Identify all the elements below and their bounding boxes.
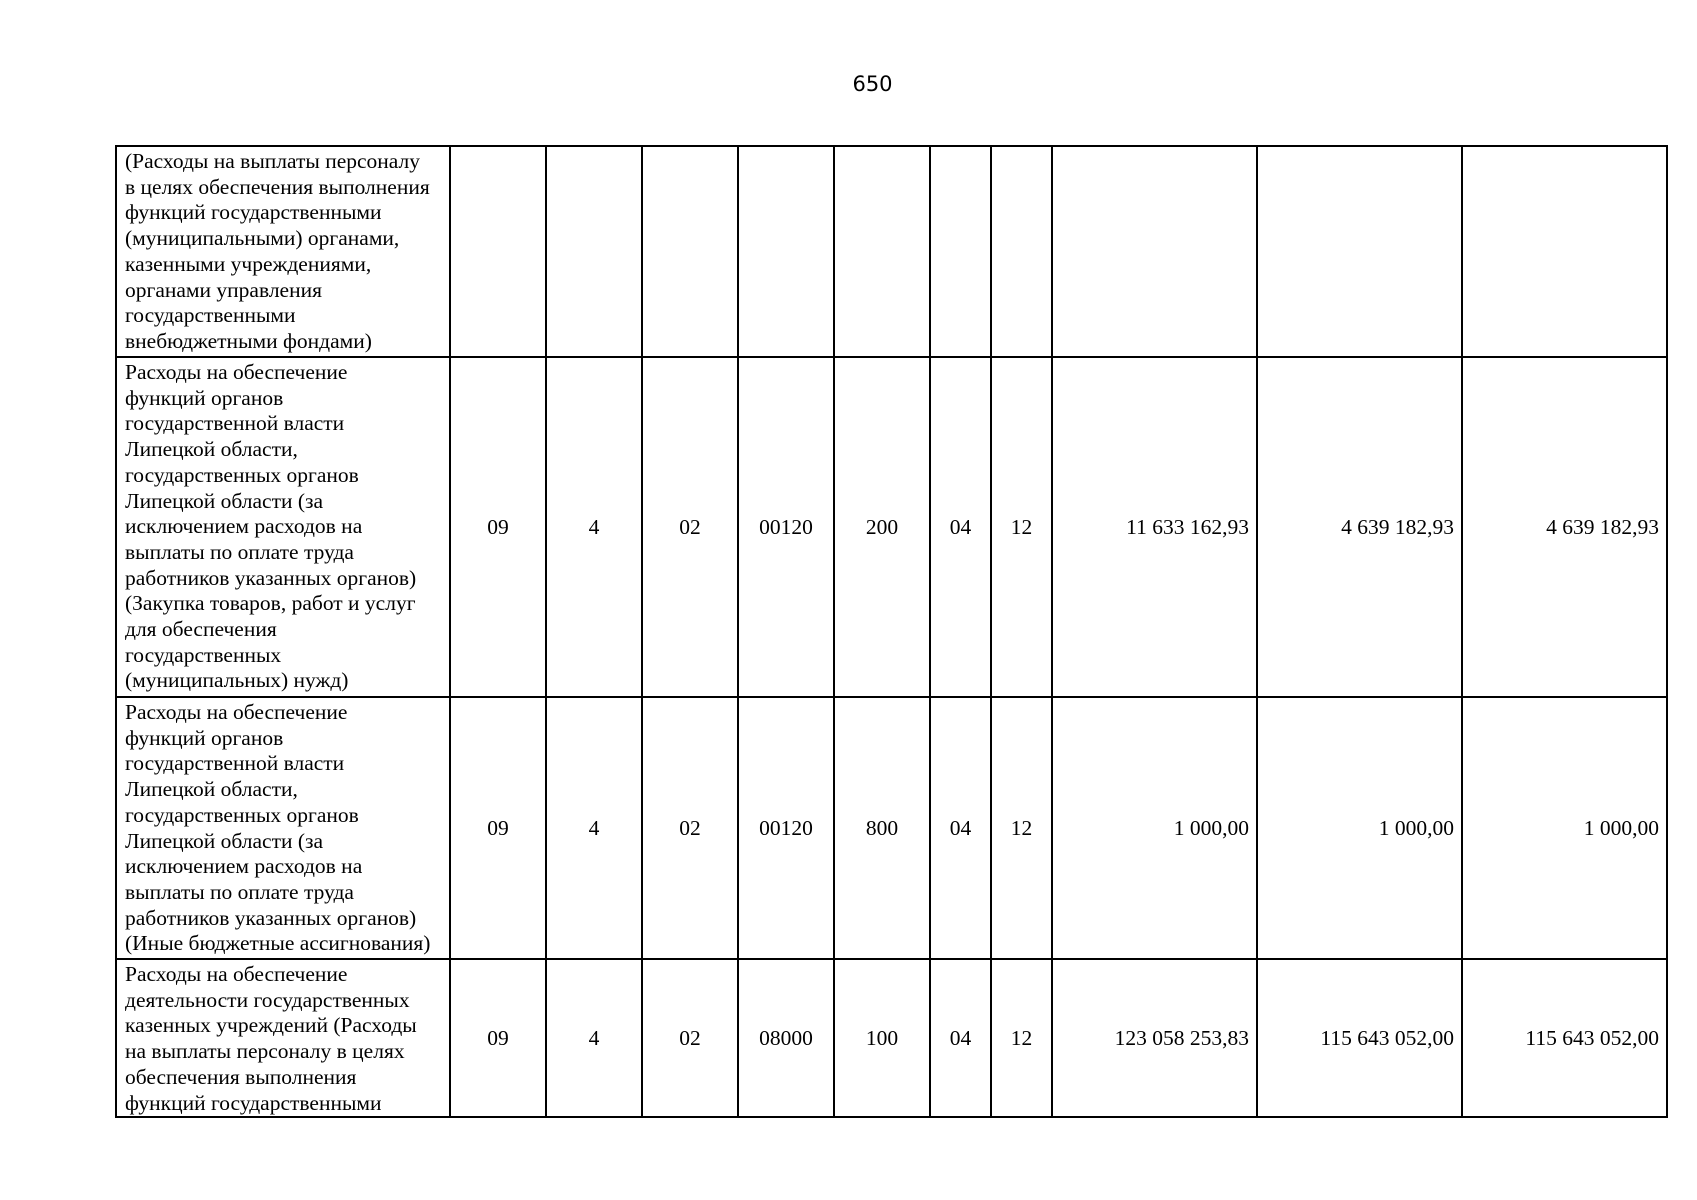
amount-cell: 11 633 162,93 — [1052, 357, 1257, 697]
table-row — [116, 357, 1667, 697]
code-cell — [834, 146, 930, 357]
code-cell — [642, 146, 738, 357]
table-row — [116, 146, 1667, 357]
code-cell: 00120 — [738, 357, 834, 697]
amount-cell: 115 643 052,00 — [1257, 959, 1462, 1117]
code-cell: 02 — [642, 357, 738, 697]
code-cell: 4 — [546, 959, 642, 1117]
code-cell: 100 — [834, 959, 930, 1117]
code-cell: 04 — [930, 959, 991, 1117]
amount-cell — [1257, 146, 1462, 357]
code-cell: 02 — [642, 697, 738, 959]
table-row — [116, 697, 1667, 959]
code-cell: 08000 — [738, 959, 834, 1117]
row-description: Расходы на обеспечение функций органов государственной власти Липецкой области, государственных органов Липецкой области (за исключением расходов на выплаты по оплате труда работников указанных органов) (Иные бюджетные ассигнования) — [116, 697, 450, 959]
code-cell — [991, 146, 1052, 357]
code-cell: 04 — [930, 357, 991, 697]
row-description: Расходы на обеспечение деятельности государственных казенных учреждений (Расходы на выплаты персоналу в целях обеспечения выполнения функций государственными — [116, 959, 450, 1117]
code-cell: 800 — [834, 697, 930, 959]
amount-cell: 1 000,00 — [1052, 697, 1257, 959]
code-cell: 4 — [546, 357, 642, 697]
code-cell: 4 — [546, 697, 642, 959]
code-cell: 00120 — [738, 697, 834, 959]
row-description: (Расходы на выплаты персоналу в целях обеспечения выполнения функций государственными (муниципальными) органами, казенными учреждениями, органами управления государственными внебюджетными фондами) — [116, 146, 450, 357]
code-cell: 12 — [991, 357, 1052, 697]
code-cell — [930, 146, 991, 357]
code-cell: 12 — [991, 959, 1052, 1117]
code-cell: 200 — [834, 357, 930, 697]
code-cell — [546, 146, 642, 357]
row-description: Расходы на обеспечение функций органов государственной власти Липецкой области, государственных органов Липецкой области (за исключением расходов на выплаты по оплате труда работников указанных органов) (Закупка товаров, работ и услуг для обеспечения государственных (муниципальных) нужд) — [116, 357, 450, 697]
amount-cell: 115 643 052,00 — [1462, 959, 1667, 1117]
amount-cell: 4 639 182,93 — [1462, 357, 1667, 697]
amount-cell: 1 000,00 — [1462, 697, 1667, 959]
code-cell: 02 — [642, 959, 738, 1117]
table-row — [116, 959, 1667, 1117]
page-number: 650 — [852, 72, 893, 96]
code-cell: 09 — [450, 697, 546, 959]
budget-table — [115, 145, 1668, 1118]
code-cell: 09 — [450, 357, 546, 697]
amount-cell — [1052, 146, 1257, 357]
code-cell — [450, 146, 546, 357]
amount-cell: 1 000,00 — [1257, 697, 1462, 959]
code-cell: 09 — [450, 959, 546, 1117]
amount-cell: 4 639 182,93 — [1257, 357, 1462, 697]
code-cell: 12 — [991, 697, 1052, 959]
code-cell — [738, 146, 834, 357]
code-cell: 04 — [930, 697, 991, 959]
amount-cell: 123 058 253,83 — [1052, 959, 1257, 1117]
amount-cell — [1462, 146, 1667, 357]
